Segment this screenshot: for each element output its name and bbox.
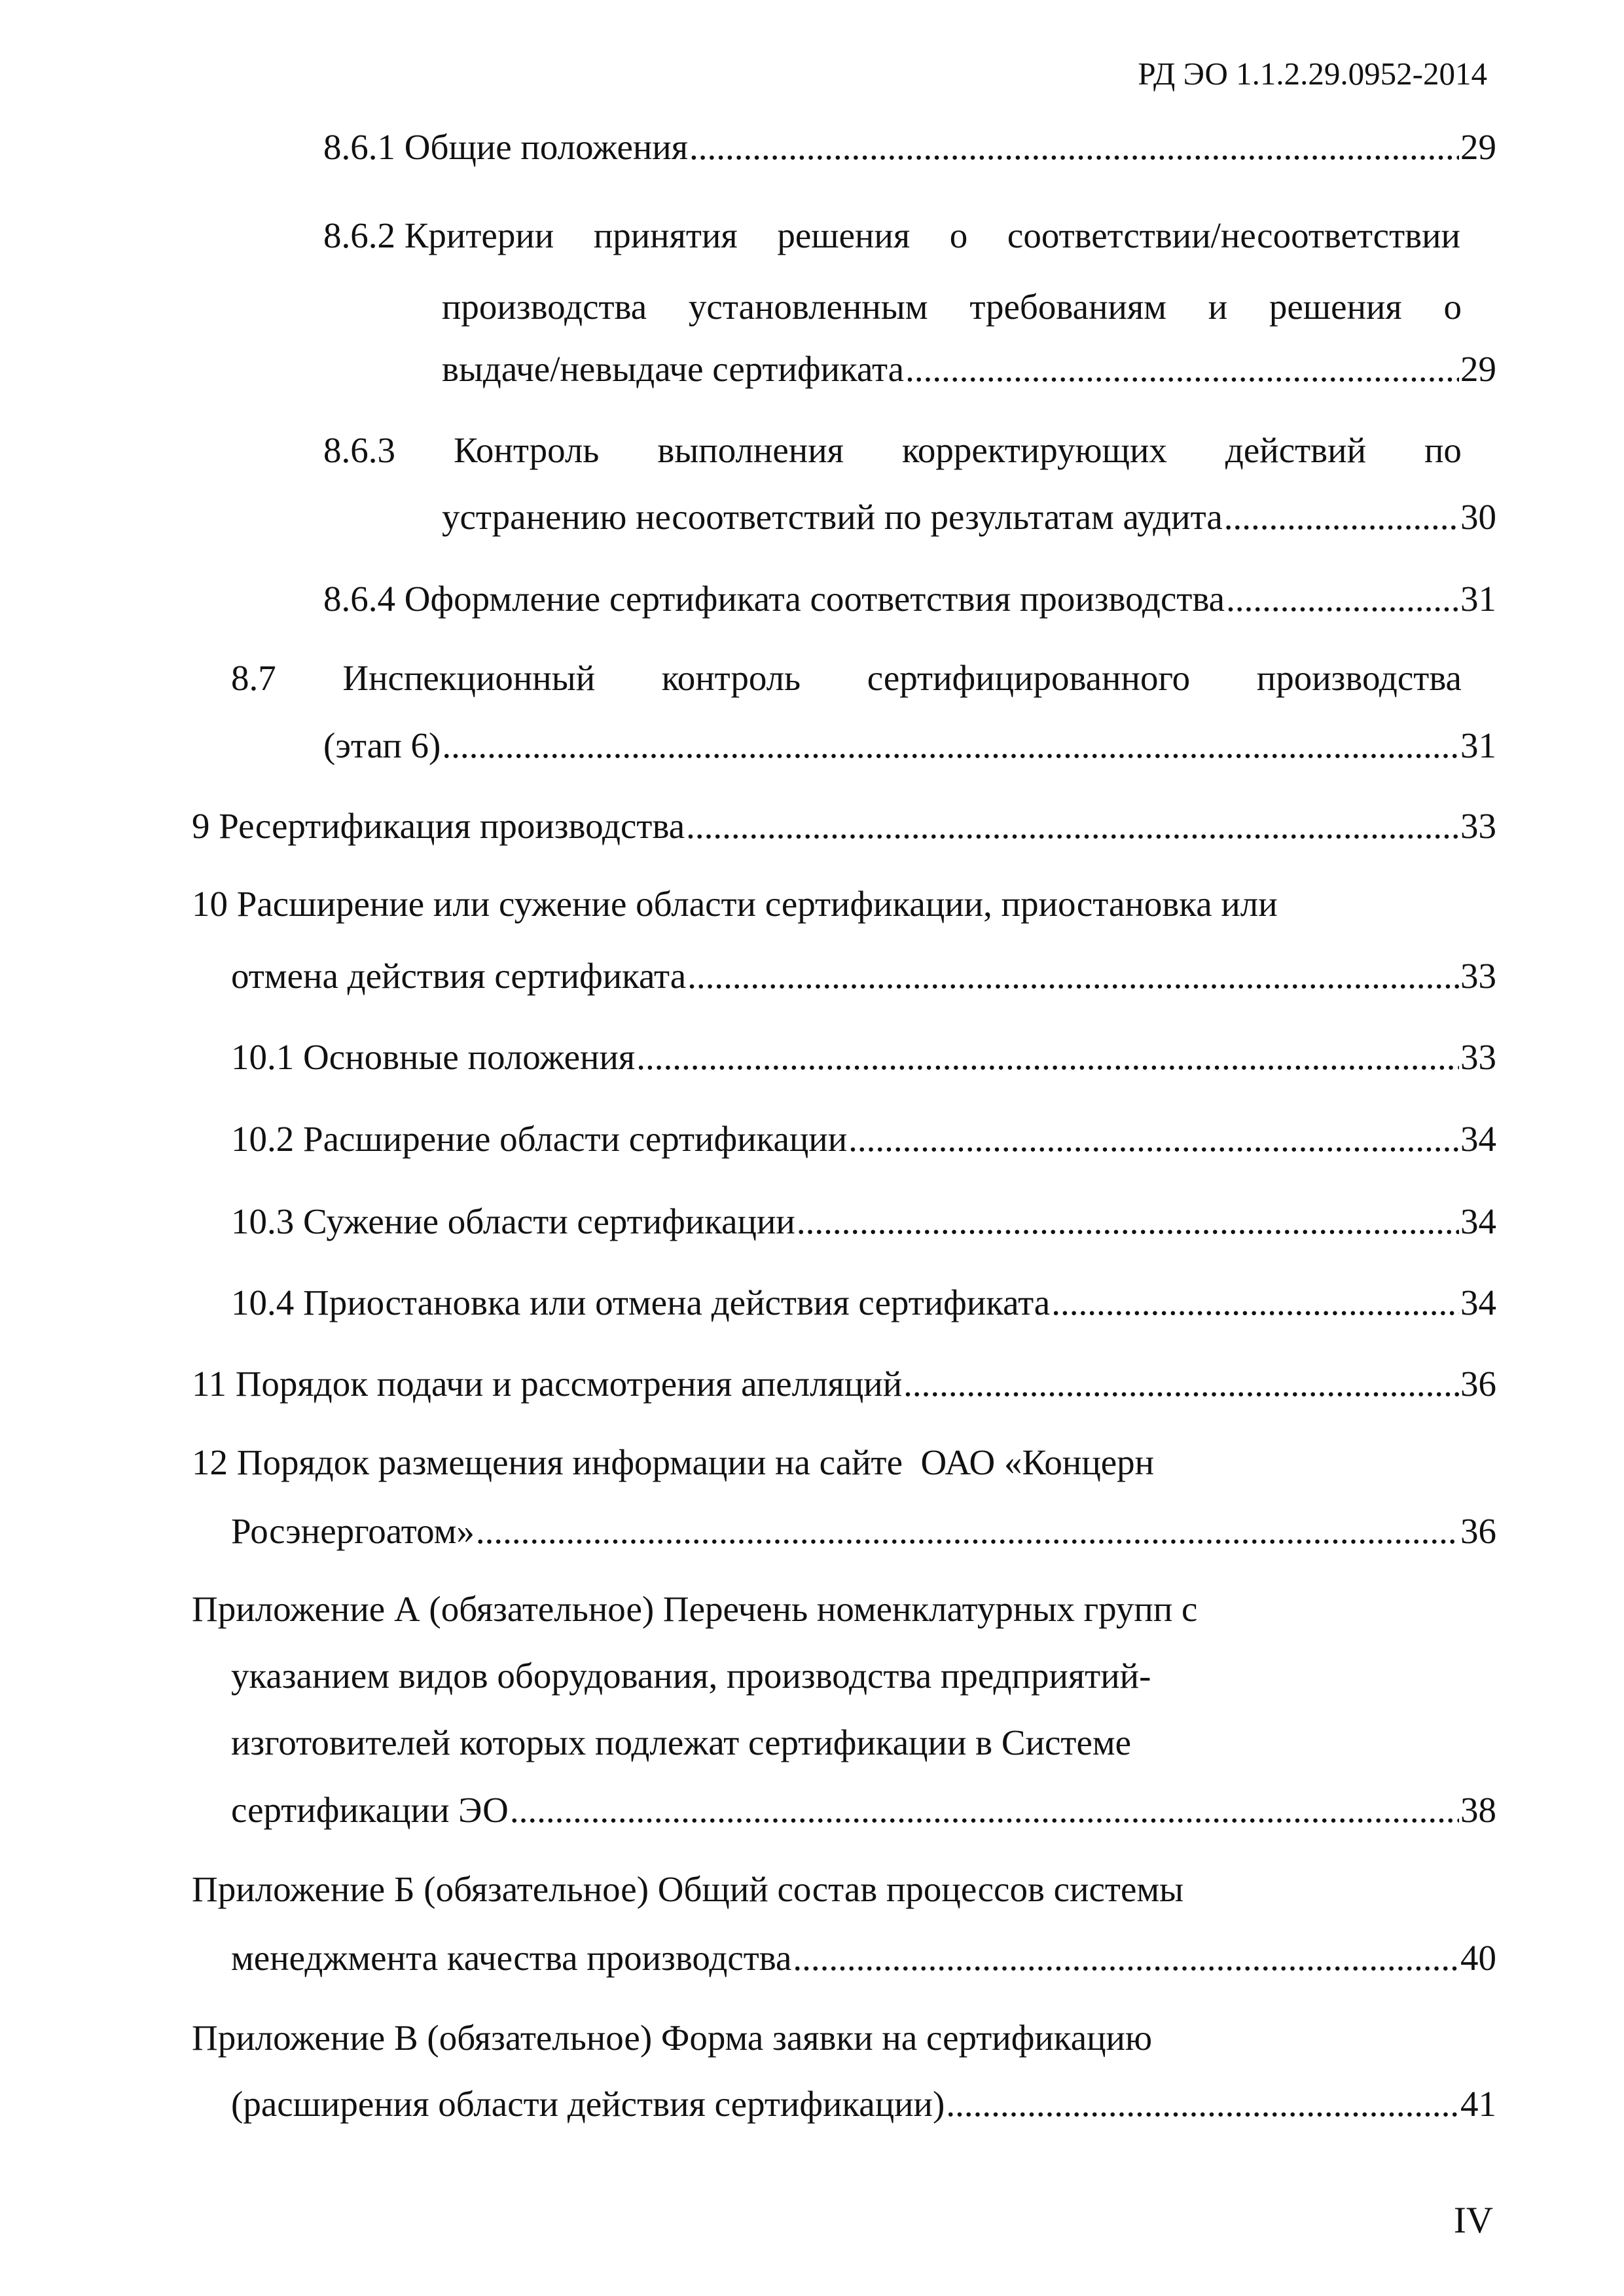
toc-entry-9[interactable] [192,808,1496,844]
toc-page-number: 36 [1460,1511,1496,1551]
dot-leader [848,1121,1459,1157]
dot-leader [1226,581,1459,617]
toc-entry-8-7[interactable] [323,727,1496,763]
toc-word: Контроль [453,430,600,470]
dot-leader [1224,499,1459,535]
toc-page-number: 33 [1460,956,1496,996]
toc-entry-8-6-2[interactable] [442,351,1496,387]
dot-leader [510,1792,1459,1828]
toc-page-number: 34 [1460,1119,1496,1159]
toc-word: производства [1256,658,1462,698]
toc-entry-title: (расширения области действия сертификации) [231,2084,945,2124]
toc-word: и [1208,287,1228,327]
toc-word: о [949,215,968,255]
toc-page-number: 33 [1460,806,1496,846]
toc-entry-title: устранению несоответствий по результатам аудита [442,497,1223,537]
toc-entry-title: 8.6.1 Общие положения [323,127,689,167]
dot-leader [689,129,1459,165]
toc-entry-title: сертификации ЭО [231,1790,509,1830]
toc-entry-title: отмена действия сертификата [231,956,687,996]
toc-word: 8.6.2 Критерии [323,215,554,255]
dot-leader [793,1940,1459,1976]
toc-word: контроль [661,658,801,698]
toc-entry-appendix-a-line-2: указанием видов оборудования, производства предприятий- [231,1656,1151,1696]
toc-entry-appendix-a-line-3: изготовителей которых подлежат сертификации в Системе [231,1722,1132,1762]
toc-entry-appendix-a-line-1: Приложение А (обязательное) Перечень номенклатурных групп с [192,1589,1198,1629]
toc-page-number: 29 [1460,127,1496,167]
toc-entry-10-line-1: 10 Расширение или сужение области сертификации, приостановка или [192,884,1278,924]
dot-leader [636,1039,1459,1075]
toc-page-number: 29 [1460,349,1496,389]
toc-page-number: 38 [1460,1790,1496,1830]
toc-entry-title: 10.3 Сужение области сертификации [231,1201,795,1241]
toc-word: 8.6.3 [323,430,395,470]
toc-entry-8-7-line-1 [231,660,1462,696]
toc-entry-title: Росэнергоатом» [231,1511,475,1551]
toc-entry-title: 11 Порядок подачи и рассмотрения апелляций [192,1364,903,1404]
toc-entry-8-6-2-line-1 [323,217,1460,253]
toc-entry-title: 10.2 Расширение области сертификации [231,1119,848,1159]
toc-entry-10-2[interactable] [231,1121,1496,1157]
toc-word: производства [442,287,647,327]
toc-entry-8-6-1[interactable] [323,129,1496,165]
toc-entry-appendix-v-line-1: Приложение В (обязательное) Форма заявки на сертификацию [192,2018,1153,2058]
toc-word: установленным [688,287,928,327]
toc-word: корректирующих [901,430,1167,470]
toc-entry-title: 10.4 Приостановка или отмена действия сертификата [231,1283,1051,1322]
toc-entry-title: 9 Ресертификация производства [192,806,685,846]
toc-entry-appendix-a[interactable] [231,1792,1496,1828]
toc-entry-10-3[interactable] [231,1203,1496,1239]
document-code: РД ЭО 1.1.2.29.0952-2014 [1138,56,1487,92]
toc-entry-title: 8.6.4 Оформление сертификата соответствия производства [323,579,1225,619]
toc-word: решения [1269,287,1402,327]
dot-leader [905,351,1459,387]
toc-entry-title: (этап 6) [323,725,441,765]
toc-entry-appendix-v[interactable] [231,2086,1496,2122]
toc-word: Инспекционный [342,658,596,698]
toc-page-number: 33 [1460,1037,1496,1077]
toc-entry-title: менеджмента качества производства [231,1938,792,1978]
toc-word: выполнения [657,430,844,470]
toc-page-number: 34 [1460,1283,1496,1322]
toc-entry-10-4[interactable] [231,1285,1496,1321]
toc-word: соответствии/несоответствии [1007,215,1460,255]
toc-page-number: 40 [1460,1938,1496,1978]
toc-page-number: 34 [1460,1201,1496,1241]
toc-entry-appendix-b-line-1: Приложение Б (обязательное) Общий состав процессов системы [192,1869,1184,1909]
dot-leader [686,808,1459,844]
toc-entry-8-6-2-line-2 [442,289,1462,325]
toc-entry-8-6-4[interactable] [323,581,1496,617]
toc-page-number: 31 [1460,579,1496,619]
toc-entry-title: 10.1 Основные положения [231,1037,636,1077]
toc-page-number: 36 [1460,1364,1496,1404]
dot-leader [442,727,1459,763]
dot-leader [903,1366,1459,1402]
dot-leader [797,1203,1459,1239]
toc-word: 8.7 [231,658,276,698]
toc-entry-title: выдаче/невыдаче сертификата [442,349,905,389]
toc-entry-10-1[interactable] [231,1039,1496,1075]
toc-word: принятия [593,215,738,255]
toc-entry-8-6-3-line-1 [323,432,1462,468]
toc-word: о [1443,287,1462,327]
toc-page-number: 30 [1460,497,1496,537]
dot-leader [687,958,1459,994]
toc-entry-10[interactable] [231,958,1496,994]
toc-entry-12-line-1: 12 Порядок размещения информации на сайте ОАО «Концерн [192,1442,1155,1482]
toc-word: действий [1225,430,1367,470]
toc-entry-appendix-b[interactable] [231,1940,1496,1976]
dot-leader [1051,1285,1459,1321]
toc-entry-8-6-3[interactable] [442,499,1496,535]
toc-word: решения [777,215,911,255]
toc-page-number: 31 [1460,725,1496,765]
toc-word: требованиям [969,287,1167,327]
toc-entry-11[interactable] [192,1366,1496,1402]
toc-entry-12[interactable] [231,1513,1496,1549]
page-number: IV [1453,2200,1493,2241]
dot-leader [476,1513,1459,1549]
dot-leader [946,2086,1459,2122]
toc-page-number: 41 [1460,2084,1496,2124]
toc-word: сертифицированного [867,658,1191,698]
toc-word: по [1424,430,1462,470]
